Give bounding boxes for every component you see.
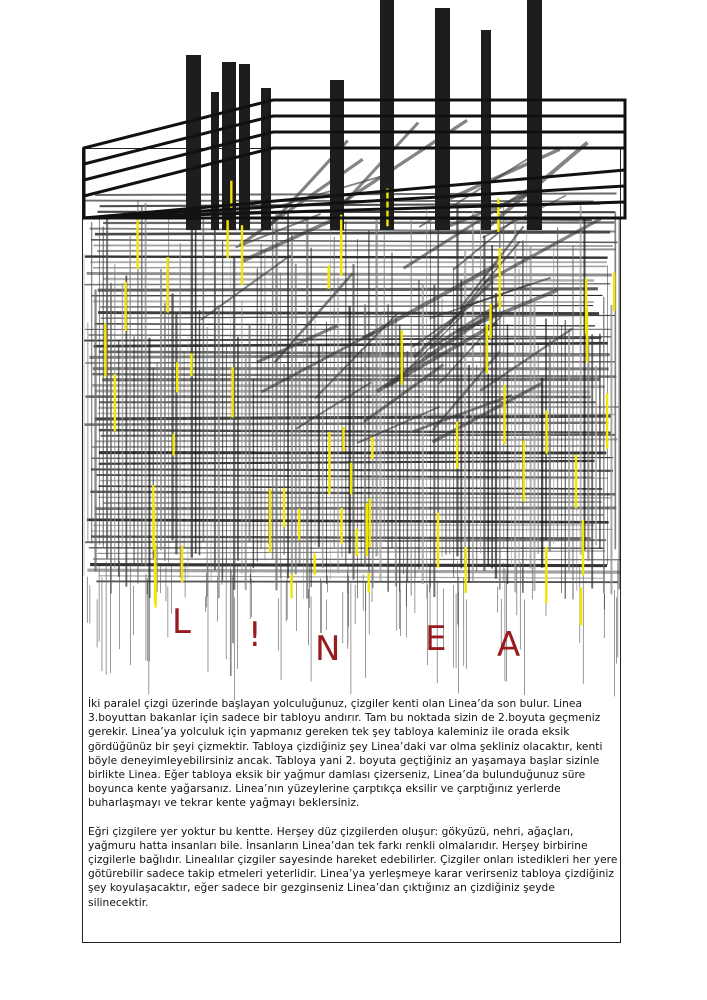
- hatch-line: [99, 576, 603, 578]
- title-letter-e: E: [425, 619, 447, 659]
- hatch-line: [95, 232, 610, 234]
- hatch-line: [97, 249, 616, 251]
- story-text: [88, 697, 618, 924]
- title-letter-n: N: [315, 629, 341, 669]
- title-letter-a: A: [497, 625, 521, 665]
- hatch-line: [97, 551, 605, 553]
- column: [186, 55, 201, 230]
- column: [481, 30, 491, 230]
- hatch-line: [91, 240, 618, 243]
- hatch-line: [95, 324, 595, 326]
- paragraph-1: İki paralel çizgi üzerinde başlayan yolculuğunuz, çizgiler kenti olan Linea’da son bulur. Linea 3.boyuttan bakanlar için sadece bir tabloyu andırır. Tam bu noktada sizin de 2.boyuta geçmeniz gerekir. Linea’ya yolculuk için yapmanız gereken tek şey tabloya kaleminiz ile orada eksik gördüğünüz bir şeyi çizmektir. Tabloya çizdiğiniz şey Linea’daki var olma şekliniz olacaktır, kenti böyle deneyimleyebilirsiniz ancak. Tabloya yani 2. boyuta geçtiğiniz an yaşamaya başlar sizinle birlikte Linea. Eğer tabloya eksik bir yağmur damlası çizerseniz, Linea’da bulunduğunuz süre boyunca kente yağarsanız. Linea’nın yüzeylerine çarptıkça eksilir ve çarptığınız yerlerde buharlaşmayı ve tekrar kente yağmayı beklersiniz.: [88, 698, 603, 810]
- hatch-line: [90, 565, 607, 566]
- hatch-line: [87, 273, 612, 275]
- hatch-line: [93, 245, 613, 246]
- title-letter-l: L: [172, 602, 191, 642]
- hatch-line: [101, 315, 615, 318]
- title-letter-i: !: [248, 615, 262, 655]
- hatch-line: [93, 559, 620, 560]
- column: [330, 80, 344, 230]
- paragraph-2: Eğri çizgilere yer yoktur bu kentte. Herşey düz çizgilerden oluşur: gökyüzü, nehri, ağaçları, yağmuru hatta insanları bile. İnsanların Linea’dan tek farkı renkli olmalarıdır. Herşey birbirine çizgilerle bağlıdır. Linealılar çizgiler sayesinde hareket edebilirler. Çizgiler onları istedikleri her yere götürebilir sadece takip etmeleri yeterlidir. Linea’ya yerleşmeye karar verirseniz tabloya çizdiğiniz şey koyulaşacaktır, eğer sadece bir gezginseniz Linea’dan çıktığınız an çizdiğiniz şeyde silinecektir.: [88, 825, 618, 909]
